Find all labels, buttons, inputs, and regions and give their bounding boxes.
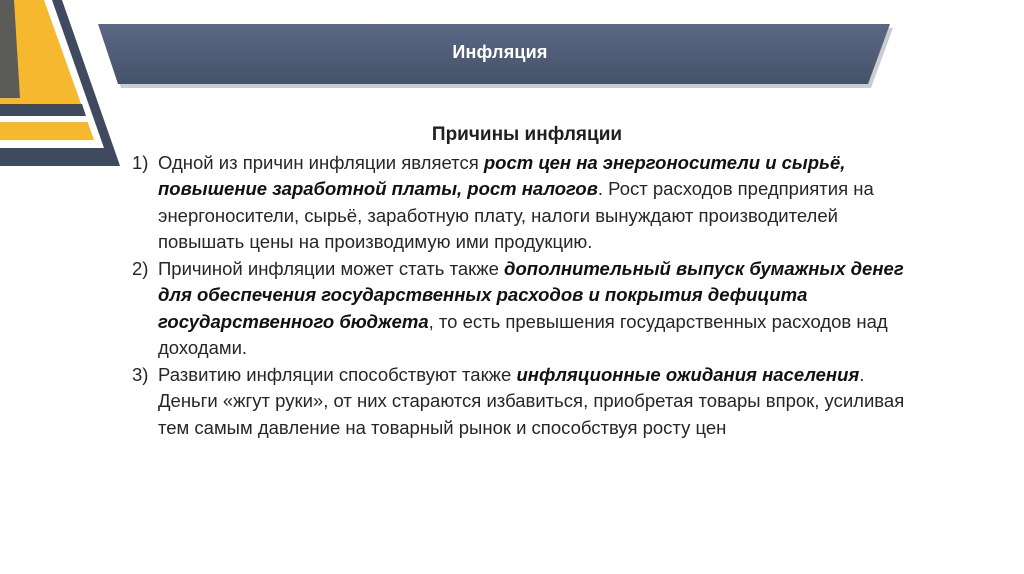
cause-explanation: . Рост расходов предприятия на энергоносители, сырьё, заработную плату, налоги вынуждают производителей повышать цены на производимую ими продукцию.	[158, 178, 874, 252]
cause-intro: Причиной инфляции может стать также	[158, 257, 505, 279]
cause-emphasis: дополнительный выпуск бумажных денег для обеспечения государственных расходов и покрытия дефицита государственного бюджета	[158, 257, 904, 332]
cause-intro: Развитию инфляции способствуют также	[158, 363, 517, 385]
cause-item-1	[132, 150, 922, 256]
cause-explanation: , то есть превышения государственных расходов над доходами.	[158, 310, 888, 358]
cause-intro: Одной из причин инфляции является	[158, 151, 484, 173]
cause-explanation: . Деньги «жгут руки», от них стараются избавиться, приобретая товары впрок, усиливая тем самым давление на товарный рынок и способствуя росту цен	[158, 363, 905, 438]
content-area	[132, 122, 922, 441]
cause-text	[158, 362, 922, 442]
cause-number: 1)	[132, 151, 149, 173]
cause-emphasis: рост цен на энергоносители и сырьё, повышение заработной платы, рост налогов	[158, 151, 846, 199]
cause-number: 3)	[132, 363, 149, 385]
slide-title: Инфляция	[452, 41, 548, 62]
cause-emphasis: инфляционные ожидания населения	[516, 363, 860, 385]
cause-number: 2)	[132, 257, 149, 279]
section-subtitle: Причины инфляции	[431, 124, 623, 145]
cause-item-2	[132, 256, 922, 362]
cause-item-3	[132, 362, 922, 442]
cause-text	[158, 150, 922, 256]
cause-text	[158, 256, 922, 362]
